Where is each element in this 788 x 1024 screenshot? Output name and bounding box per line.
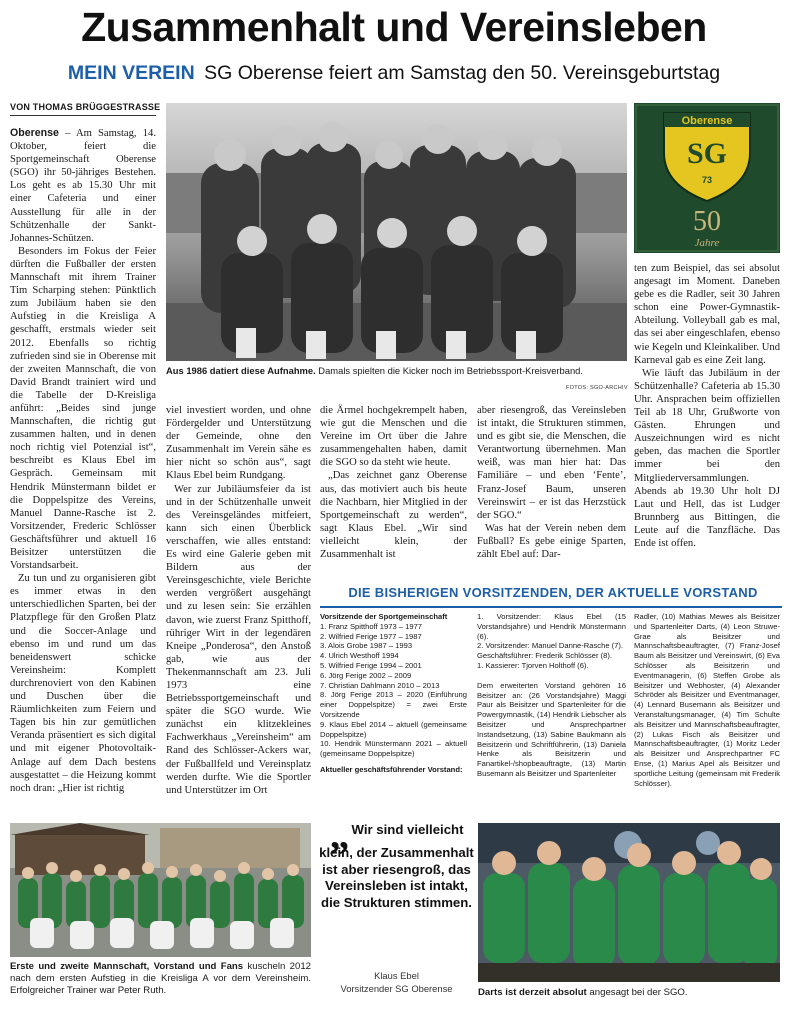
extended-board: Dem erweiterten Vorstand gehören 16 Beisitzer an: (26 Vorstandsjahre) Maggi Paur als Beisitzer und Spartenleiter für die Powergymnastik, (14) Hendrik Liebscher als Beisitzer und Ansprechpartner Instandsetzung, (13) Sabine Baukmann als Beisitzerin und Schriftführerin, (13) Daniela Henke als Beisitzerin und Fanartikel-/shopbeauftragte, (13) Martin Busemann als Beisitzer und Spartenleiter: [477, 680, 626, 778]
subhead-text: SG Oberense feiert am Samstag den 50. Vereinsgeburtstag: [204, 62, 721, 84]
quote-author-role: Vorsitzender SG Oberense: [340, 982, 453, 994]
info-box-divider: [320, 606, 782, 608]
caption-lead: Erste und zweite Mannschaft, Vorstand und Fans: [10, 961, 244, 972]
paragraph: Zu tun und zu organisieren gibt es immer etwas in den unterschiedlichen Sparten, bei der Platzpflege für den Großen Platz und die Soccer-Anlage und ebenso im und rund um das beneidenswert schicke Vereinsheim: Komplett durchrenoviert von den Kabinen und Duschen über die Räumlichkeiten zum Feiern und Tagen bis hin zur gemütlichen Veranda präsentiert es sich digital und mit eigener Photovoltaik-Anlage auf dem Dach bestens ausgestattet – die Heizung kommt noch dran: „Hier ist richtig: [10, 573, 156, 794]
pull-quote: [318, 812, 475, 911]
quote-attribution: [318, 970, 475, 995]
team-photo-2012-image: [10, 823, 311, 957]
paragraph: „Das zeichnet ganz Oberense aus, das motiviert auch bis heute die Nachbarn, hier Mitglied in der Sportgemeinschaft zu werden“, sagt Klaus Ebel. „Wir sind vielleicht klein, der Zusammenhalt ist: [320, 470, 467, 561]
info-box-column-2: [477, 612, 626, 812]
quote-mark-icon: „: [329, 812, 350, 857]
extended-board-continued: Radler, (10) Mathias Mewes als Beisitzer und Spartenleiter Darts, (4) Leon Struwe-Grae als Beisitzer und Mannschaftsbeauftragter, (7) Franz-Josef Baum als Beisitzer und Vereinswirt, (6) Eva Schlösser als Beisitzerin und Eventmanagerin, (6) Steffen Grobe als Beisitzer und Webhoster, (4) Alexander Schröder als Beisitzer und Eventmanager, (4) Lennard Busemann als Beisitzer und Veranstaltungsmanager, (4) Tim Schulte als Beisitzer und Mannschaftsbeauftragter, (2) Lukas Fisch als Beisitzer und Mannschaftsbeauftragter, (1) Moritz Leder als Beisitzer und Ansprechpartner FC Ense, (1) Marius Apel als Beisitzer und sportliche Leitung (gemeinsam mit Frederik Schlösser).: [634, 612, 780, 788]
paragraph: viel investiert worden, und ohne Fördergelder und Unterstützung der Gemeinde, ohne den Zusammenhalt im Verein sähe es hier nicht so schön aus“, sagt Klaus Ebel beim Rundgang.: [166, 405, 311, 482]
pull-quote-text: Wir sind vielleicht klein, der Zusammenhalt ist aber riesengroß, das Vereinsleben ist intakt, die Strukturen stimmen.: [319, 822, 474, 910]
quote-author: Klaus Ebel: [374, 970, 419, 981]
photo-caption-1986: [166, 365, 627, 377]
team-photo-1986: [166, 103, 627, 361]
paragraph: Was hat der Verein neben dem Fußball? Es gebe einige Sparten, zählt Ebel auf: Dar-: [477, 522, 626, 561]
board-list: 1. Vorsitzender: Klaus Ebel (15 Vorstandsjahre) und Hendrik Münstermann (6). 2. Vorsitzender: Manuel Danne-Rasche (7). Geschäftsführer: Frederik Schlösser (8). 1. Kassierer: Tjorven Holthoff (6).: [477, 612, 626, 670]
article-column-1: [10, 127, 156, 807]
logo-jahre: Jahre: [694, 237, 720, 249]
sg-oberense-50-logo: [634, 103, 780, 253]
byline-divider: [10, 115, 156, 116]
caption-text: kuscheln 2012 nach dem ersten Aufstieg in die Kreisliga A vor dem Vereinsheim. Erfolgreicher Trainer war Peter Ruth.: [10, 961, 311, 997]
chairmen-list: 1. Franz Spitthoff 1973 – 1977 2. Wilfried Ferige 1977 – 1987 3. Alois Grobe 1987 – 1993 4. Ulrich Westhoff 1994 5. Wilfried Ferige 1994 – 2001 6. Jörg Ferige 2002 – 2009 7. Christian Dahlmann 2010 – 2013 8. Jörg Ferige 2013 – 2020 (Einführung einer Doppelspitze) = zwei Erste Vorsitzende 9. Klaus Ebel 2014 – aktuell (gemeinsame Doppelspitze) 10. Hendrik Münstermann 2021 – aktuell (gemeinsame Doppelspitze): [320, 621, 467, 759]
team-photo-1986-image: [166, 103, 627, 361]
paragraph: Wie läuft das Jubiläum in der Schützenhalle? Cafeteria ab 15.30 Uhr. Ansprachen beim offiziellen Teil ab 18 Uhr, Grußworte von Gästen. Ehrungen und Auszeichnungen wird es nicht geben, das machen die Sportler immer bei den Mitgliederversammlungen. Abends ab 19.30 Uhr holt DJ Laut und Hell, das ist Ludger Brunnberg aus Bittingen, die Leute auf die Tanzfläche. Das Ende ist offen.: [634, 367, 780, 549]
board-title: Aktueller geschäftsführender Vorstand:: [320, 764, 463, 774]
paragraph: ten zum Beispiel, das sei absolut angesagt im Moment. Daneben gebe es die Radler, seit 30 Jahren schon eine Power-Gymnastik-Abteilung. Volleyball gab es mal, das sei aber eingeschlafen, ebenso wie Kegeln und Kleinkaliber. Und Karneval gab es eine Zeit lang.: [634, 263, 780, 366]
caption-text: Damals spielten die Kicker noch im Betriebssport-Kreisverband.: [315, 365, 584, 376]
logo-initials: SG: [686, 137, 728, 170]
article-column-2: [166, 404, 311, 814]
paragraph: Wer zur Jubiläumsfeier da ist und in der Schützenhalle unweit des Vereinsgeländes mitfeiert, kann sich einen Überblick verschaffen, wie alles entstand: Es wird eine Galerie geben mit Bildern aus der Vereinsgeschichte, viele Berichte werden vergrößert ausgehängt und zu lesen sein: Sie erzählen davon, wie zuerst Franz Spitthoff, rühriger Wirt in der legendären Kneipe „Ponderosa“, den Anstoß gab, wie aus der Thekenmannschaft am 23. Juli 1973 eine Betriebssportgemeinschaft und später die SGO wurde. Wie zunächst ein klitzekleines Fachwerkhaus „Vereinsheim“ am Rand des Schlösser-Ackers war, der Fußballfeld und Vereinsplatz werden durfte. Wie die Sportler und Unterstützer im Ort: [166, 483, 311, 796]
darts-photo: [478, 823, 780, 982]
caption-lead: Aus 1986 datiert diese Aufnahme.: [166, 365, 316, 376]
logo-anniversary: 50: [693, 206, 721, 237]
caption-text: angesagt bei der SGO.: [586, 987, 688, 998]
dateline: Oberense: [10, 127, 59, 139]
paragraph: – Am Samstag, 14. Oktober, feiert die Sportgemeinschaft Oberense (SGO) ihr 50-jähriges Bestehen. Los geht es ab 15.30 Uhr mit einer Cafeteria und einer Ausstellung für alle in der Schützenhalle der Sankt-Johannes-Schützen.: [10, 128, 156, 244]
info-box-column-1: [320, 612, 467, 812]
section-kicker: MEIN VEREIN: [67, 62, 195, 84]
photo-credit: FOTOS: SGO-ARCHIV: [566, 385, 628, 391]
byline: VON THOMAS BRÜGGESTRASSE: [10, 102, 161, 112]
caption-lead: Darts ist derzeit absolut: [478, 987, 587, 998]
article-headline: Zusammenhalt und Vereinsleben: [81, 4, 707, 50]
photo-caption-darts: [478, 987, 780, 999]
info-box-column-3: [634, 612, 780, 812]
sg-oberense-crest-icon: [634, 103, 780, 253]
team-photo-2012: [10, 823, 311, 957]
article-column-4: [477, 404, 626, 576]
logo-year: 73: [701, 175, 713, 185]
paragraph: aber riesengroß, das Vereinsleben ist intakt, die Strukturen stimmen, und es gibt sie, die Menschen, die Verantwortung übernehmen. Man weiß, was man hier hat: Das Familiäre – und eben ‘Fente’, Franz-Josef Baum, unseren Vereinswirt – er ist das Herzstück der SGO.“: [477, 405, 626, 521]
article-column-5: [634, 262, 780, 572]
logo-club-name: Oberense: [681, 115, 733, 127]
info-box-title: DIE BISHERIGEN VORSITZENDEN, DER AKTUELLE VORSTAND: [348, 585, 758, 600]
paragraph: die Ärmel hochgekrempelt haben, wie gut die Menschen und die Vereine im Ort über die Jahre zusammengehalten haben, damit die SGO so da steht wie heute.: [320, 405, 467, 469]
photo-caption-2012: [10, 961, 311, 998]
article-column-3: [320, 404, 467, 576]
darts-photo-image: [478, 823, 780, 982]
article-subhead: [0, 62, 788, 85]
paragraph: Besonders im Fokus der Feier dürften die Fußballer der ersten Mannschaft mit ihrem Trainer Tim Scharping stehen: Pünktlich zum Jubiläum haben sie den Aufstieg in die Kreisliga A geschafft, erstmals wieder seit 2012. Ebenfalls so richtig zufrieden sind sie in Oberense mit der zweiten Mannschaft, die von David Brandt trainiert wird und die Tabelle der D-Kreisliga anführt: „Beides sind junge Mannschaften, die richtig gut zusammen halten, und in denen noch richtig viel Potenzial ist“, beschreibt es Klaus Ebel im Gespräch. Gemeinsam mit Hendrik Münstermann bildet er die Doppelspitze des Vereins, Manuel Danne-Rasche ist 2. Vorsitzender, Frederic Schlösser Geschäftsführer und aktuell 16 Beisitzer unterstützen die Vorstandsarbeit.: [10, 245, 156, 572]
chairmen-list-title: Vorsitzende der Sportgemeinschaft: [320, 612, 448, 621]
